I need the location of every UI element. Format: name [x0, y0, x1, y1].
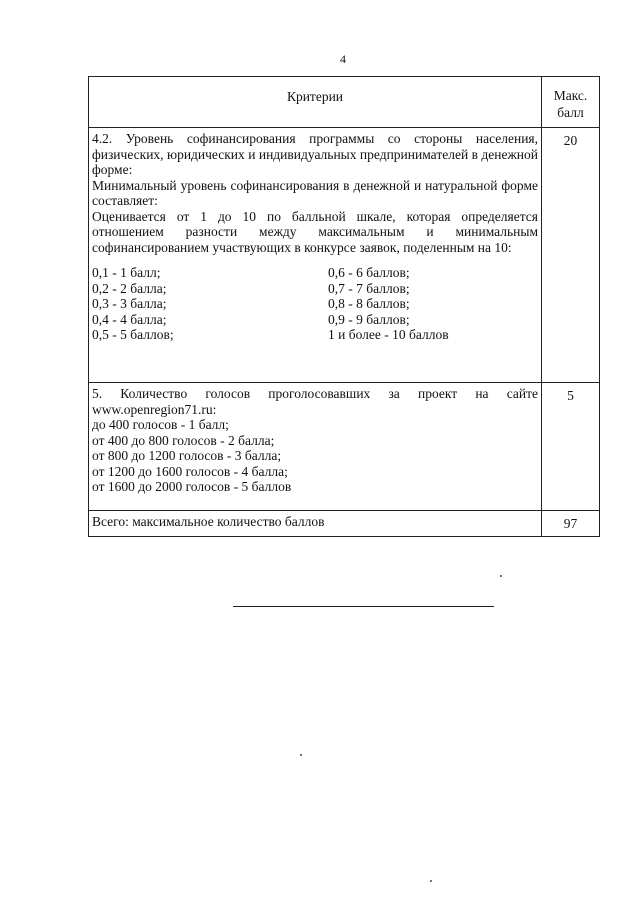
- scan-speck: [300, 754, 302, 756]
- criteria-column-header: Критерии: [89, 77, 542, 128]
- max-score-value: 20: [542, 128, 600, 383]
- cofinancing-criterion-cell: [89, 128, 542, 383]
- criterion-paragraph: Оценивается от 1 до 10 по балльной шкале, которая определяется отношением разности между максимальным и минимальным софинансированием участвующих в конкурсе заявок, поделенным на 10:: [92, 208, 538, 255]
- max-score-column-header: Макс. балл: [542, 77, 600, 128]
- scale-item: 0,4 - 4 балла;: [92, 311, 167, 327]
- scan-speck: [500, 575, 502, 577]
- scale-item: 0,1 - 1 балл;: [92, 265, 161, 280]
- total-score-value: 97: [542, 511, 600, 537]
- criterion-title: 5. Количество голосов проголосовавших за проект на сайте www.openregion71.ru:: [92, 386, 538, 417]
- table-header-row: [89, 77, 600, 128]
- score-scale: [92, 265, 538, 343]
- scale-item: 0,7 - 7 баллов;: [328, 280, 410, 296]
- criterion-paragraph: 4.2. Уровень софинансирования программы со стороны населения, физических, юридических и индивидуальных предпринимателей в денежной форме:: [92, 131, 538, 177]
- votes-scale-item: от 1600 до 2000 голосов - 5 баллов: [92, 479, 292, 494]
- table-row: [89, 511, 600, 537]
- scale-item: 0,8 - 8 баллов;: [328, 296, 410, 311]
- table-row: [89, 128, 600, 383]
- total-label: Всего: максимальное количество баллов: [89, 511, 542, 537]
- max-score-value: 5: [542, 383, 600, 511]
- scale-item: 0,2 - 2 балла;: [92, 280, 167, 296]
- votes-scale-item: от 400 до 800 голосов - 2 балла;: [92, 432, 275, 448]
- votes-scale-item: от 800 до 1200 голосов - 3 балла;: [92, 448, 282, 463]
- scale-item: 1 и более - 10 баллов: [328, 327, 449, 342]
- end-of-document-rule: [233, 606, 494, 607]
- table-row: [89, 383, 600, 511]
- scan-speck: [430, 880, 432, 882]
- votes-scale-item: до 400 голосов - 1 балл;: [92, 417, 229, 432]
- page-number: 4: [340, 52, 346, 66]
- score-scale-right: [328, 265, 538, 343]
- scale-item: 0,9 - 9 баллов;: [328, 311, 410, 327]
- scale-item: 0,3 - 3 балла;: [92, 296, 167, 311]
- score-scale-left: [92, 265, 328, 343]
- scale-item: 0,6 - 6 баллов;: [328, 265, 410, 280]
- votes-scale-item: от 1200 до 1600 голосов - 4 балла;: [92, 463, 288, 479]
- votes-criterion-cell: [89, 383, 542, 511]
- scale-item: 0,5 - 5 баллов;: [92, 327, 174, 342]
- criteria-table: [88, 76, 600, 537]
- criterion-paragraph: Минимальный уровень софинансирования в денежной и натуральной форме составляет:: [92, 177, 538, 208]
